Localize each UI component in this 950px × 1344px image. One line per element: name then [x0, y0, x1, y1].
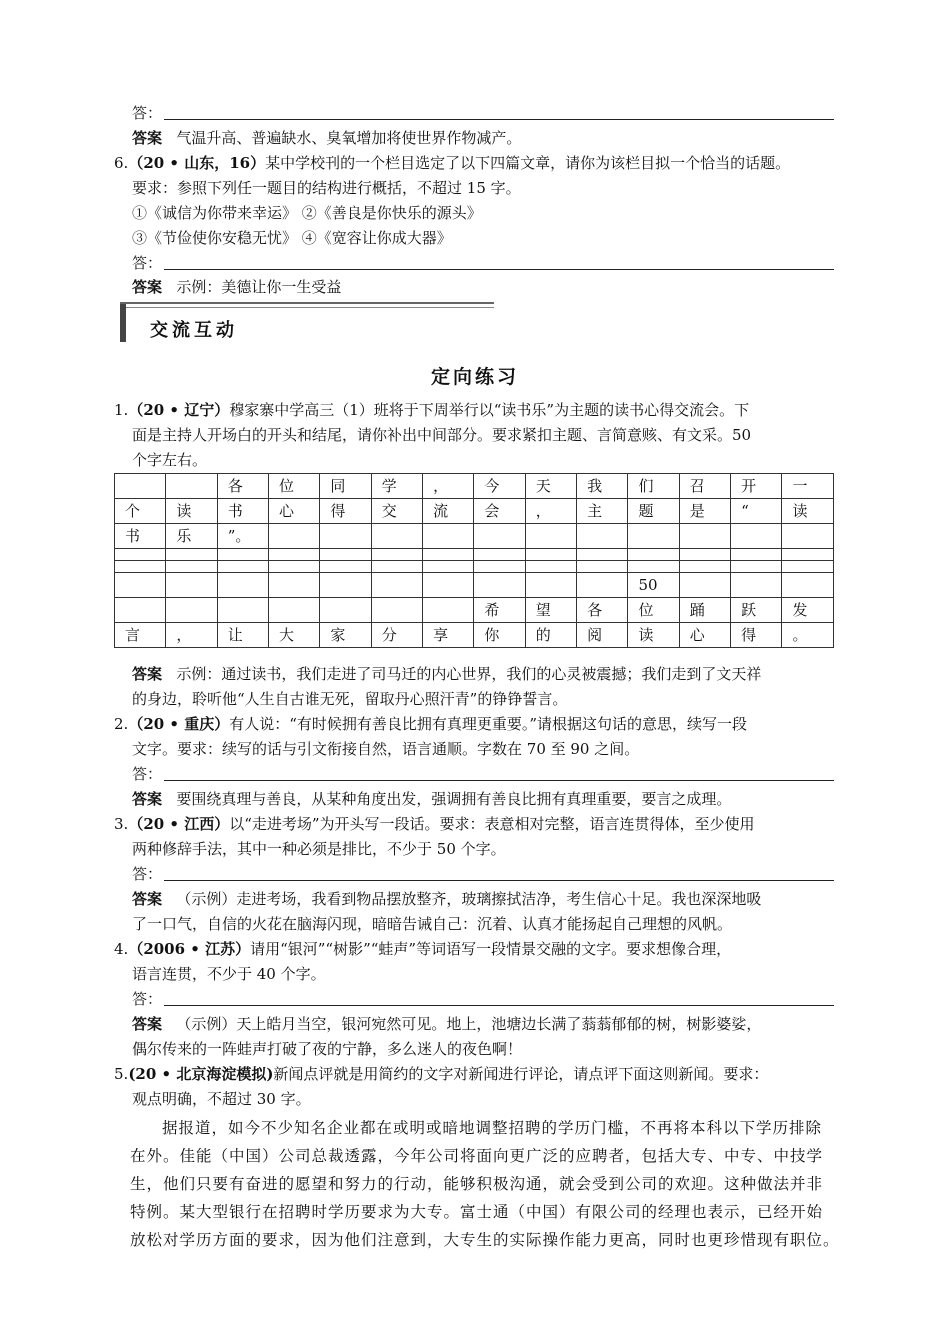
news-passage	[130, 1114, 850, 1254]
problem-text: 有人说：“有时候拥有善良比拥有真理更重要。”请根据这句话的意思，续写一段	[229, 715, 748, 733]
grid-cell: 会	[474, 499, 525, 524]
problem-source: （20 • 重庆）	[128, 715, 230, 733]
grid-cell	[269, 524, 320, 549]
grid-row	[115, 499, 834, 524]
grid-cell	[217, 598, 268, 623]
news-line: 在外。佳能（中国）公司总裁透露，今年公司将面向更广泛的应聘者，包括大专、中专、中技学	[130, 1147, 824, 1165]
problem-number: 4.	[114, 940, 129, 958]
grid-cell: 家	[320, 623, 371, 648]
grid-cell	[474, 561, 525, 573]
grid-cell: 踊	[679, 598, 730, 623]
grid-cell: 天	[525, 474, 576, 499]
problem-number: 1.	[114, 401, 129, 419]
problem-3	[114, 814, 755, 834]
problem-4-line2: 语言连贯，不少于 40 个字。	[132, 965, 326, 983]
problem-source: （2006 • 江苏）	[128, 940, 251, 958]
answer-text: 气温升高、普遍缺水、臭氧增加将使世界作物减产。	[176, 129, 522, 147]
grid-cell	[577, 549, 628, 561]
grid-cell	[679, 524, 730, 549]
grid-cell	[115, 561, 166, 573]
section-title: 交流互动	[150, 320, 238, 341]
grid-cell	[217, 561, 268, 573]
news-line: 放松对学历方面的要求，因为他们注意到，大专生的实际操作能力更高，同时也更珍惜现有职位。	[130, 1231, 840, 1249]
grid-cell	[679, 573, 730, 598]
grid-cell: 同	[320, 474, 371, 499]
problem-2-line2: 文字。要求：续写的话与引文衔接自然，语言通顺。字数在 70 至 90 之间。	[132, 740, 640, 758]
problem-1-line3: 个字左右。	[132, 451, 208, 469]
question-6	[114, 153, 790, 173]
problem-4	[114, 939, 731, 959]
answer-line	[164, 1004, 834, 1006]
problem-2	[114, 714, 747, 734]
grid-cell	[371, 561, 422, 573]
answer-tag: 答案	[132, 890, 163, 908]
grid-cell: 我	[577, 474, 628, 499]
grid-cell	[115, 598, 166, 623]
grid-cell: 得	[320, 499, 371, 524]
problem-5	[114, 1064, 768, 1084]
grid-cell: 望	[525, 598, 576, 623]
grid-cell: 希	[474, 598, 525, 623]
grid-cell	[269, 573, 320, 598]
grid-cell: 各	[577, 598, 628, 623]
grid-cell: 个	[115, 499, 166, 524]
problem-text: 新闻点评就是用简约的文字对新闻进行评论，请点评下面这则新闻。要求：	[273, 1065, 769, 1083]
grid-cell	[577, 573, 628, 598]
grid-row	[115, 598, 834, 623]
grid-cell	[217, 549, 268, 561]
grid-cell: ，	[525, 499, 576, 524]
grid-cell	[423, 524, 474, 549]
grid-cell: 们	[628, 474, 679, 499]
grid-cell	[474, 549, 525, 561]
grid-row	[115, 573, 834, 598]
answer-text: （示例）走进考场，我看到物品摆放整齐，玻璃擦拭洁净，考生信心十足。我也深深地吸	[176, 890, 762, 908]
grid-cell	[782, 561, 834, 573]
grid-row	[115, 623, 834, 648]
grid-cell	[166, 598, 217, 623]
problem-text: 请用“银河”“树影”“蛙声”等词语写一段情景交融的文字。要求想像合理，	[250, 940, 732, 958]
grid-cell: 读	[166, 499, 217, 524]
answer-line	[164, 779, 834, 781]
problem-number: 2.	[114, 715, 129, 733]
grid-cell	[731, 561, 782, 573]
problem-number: 3.	[114, 815, 129, 833]
grid-cell	[269, 549, 320, 561]
answer-tag: 答案	[132, 665, 163, 683]
grid-cell	[731, 573, 782, 598]
grid-row	[115, 561, 834, 573]
grid-cell	[423, 549, 474, 561]
news-line: 特例。某大型银行在招聘时学历要求为大专。富士通（中国）有限公司的经理也表示，已经开始	[130, 1203, 824, 1221]
question-6-requirement: 要求：参照下列任一题目的结构进行概括，不超过 15 字。	[132, 179, 521, 197]
grid-row	[115, 474, 834, 499]
answer-text: 示例：美德让你一生受益	[176, 278, 342, 296]
news-line: 生，他们只要有奋进的愿望和努力的行动，能够积极沟通，就会受到公司的欢迎。这种做法并非	[130, 1175, 824, 1193]
grid-cell: 享	[423, 623, 474, 648]
grid-cell: 位	[628, 598, 679, 623]
grid-cell: 。	[782, 623, 834, 648]
grid-cell	[525, 561, 576, 573]
grid-cell: 言	[115, 623, 166, 648]
answer-label: 答：	[132, 990, 163, 1008]
answer-tag: 答案	[132, 790, 163, 808]
grid-cell: 主	[577, 499, 628, 524]
grid-cell: 召	[679, 474, 730, 499]
grid-cell	[371, 524, 422, 549]
grid-cell	[731, 524, 782, 549]
grid-cell	[217, 573, 268, 598]
grid-cell: 发	[782, 598, 834, 623]
grid-cell	[320, 573, 371, 598]
grid-cell	[371, 573, 422, 598]
answer-text-cont: 了一口气，自信的火花在脑海闪现，暗暗告诫自己：沉着、认真才能扬起自己理想的风帆。	[132, 915, 733, 933]
grid-cell	[628, 561, 679, 573]
grid-cell	[628, 524, 679, 549]
problem-number: 5.	[114, 1065, 129, 1083]
section-bar	[120, 304, 126, 342]
grid-cell: 大	[269, 623, 320, 648]
problem-1-line2: 面是主持人开场白的开头和结尾，请你补出中间部分。要求紧扣主题、言简意赅、有文采。50	[132, 426, 752, 444]
problem-5-line2: 观点明确，不超过 30 字。	[132, 1090, 311, 1108]
grid-cell: 书	[217, 499, 268, 524]
answer-label: 答：	[132, 104, 163, 122]
answer-text: （示例）天上皓月当空，银河宛然可见。地上，池塘边长满了蓊蓊郁郁的树，树影婆娑，	[176, 1015, 762, 1033]
grid-cell	[525, 549, 576, 561]
grid-cell: 的	[525, 623, 576, 648]
grid-cell	[371, 549, 422, 561]
question-text: 某中学校刊的一个栏目选定了以下四篇文章，请你为该栏目拟一个恰当的话题。	[265, 154, 791, 172]
grid-cell: 今	[474, 474, 525, 499]
grid-cell	[628, 549, 679, 561]
answer-label: 答：	[132, 765, 163, 783]
answer-text: 示例：通过读书，我们走进了司马迁的内心世界，我们的心灵被震撼；我们走到了文天祥	[176, 665, 762, 683]
problem-3-line2: 两种修辞手法，其中一种必须是排比，不少于 50 个字。	[132, 840, 506, 858]
answer-row	[132, 889, 761, 909]
grid-cell: 乐	[166, 524, 217, 549]
answer-row	[132, 1014, 761, 1034]
answer-row	[132, 789, 731, 809]
grid-cell: 跃	[731, 598, 782, 623]
problem-1	[114, 400, 749, 420]
news-line: 据报道，如今不少知名企业都在或明或暗地调整招聘的学历门槛，不再将本科以下学历排除	[162, 1119, 823, 1137]
grid-cell	[320, 549, 371, 561]
grid-cell	[782, 573, 834, 598]
answer-text-cont: 的身边，聆听他“人生自古谁无死，留取丹心照汗青”的铮铮誓言。	[132, 690, 568, 708]
grid-cell	[115, 573, 166, 598]
grid-cell: 开	[731, 474, 782, 499]
grid-cell: ，	[166, 623, 217, 648]
grid-cell: “	[731, 499, 782, 524]
grid-cell	[320, 524, 371, 549]
section-rule	[120, 307, 494, 308]
question-source: （20 • 山东，16）	[128, 154, 266, 172]
grid-cell: 心	[269, 499, 320, 524]
answer-line	[164, 268, 834, 270]
grid-cell	[115, 474, 166, 499]
grid-cell	[269, 561, 320, 573]
grid-cell: 读	[782, 499, 834, 524]
grid-cell	[731, 549, 782, 561]
grid-cell: 各	[217, 474, 268, 499]
answer-tag: 答案	[132, 1015, 163, 1033]
grid-cell	[166, 561, 217, 573]
grid-cell: 读	[628, 623, 679, 648]
answer-tag: 答案	[132, 129, 163, 147]
answer-line	[164, 118, 834, 120]
grid-cell: 位	[269, 474, 320, 499]
grid-cell: 50	[628, 573, 679, 598]
grid-cell	[782, 524, 834, 549]
grid-cell	[320, 598, 371, 623]
grid-row	[115, 549, 834, 561]
answer-label: 答：	[132, 865, 163, 883]
grid-cell	[423, 561, 474, 573]
answer-text: 要围绕真理与善良，从某种角度出发，强调拥有善良比拥有真理重要，要言之成理。	[176, 790, 732, 808]
grid-cell: 是	[679, 499, 730, 524]
grid-cell: ”。	[217, 524, 268, 549]
grid-cell	[166, 573, 217, 598]
grid-cell: ，	[423, 474, 474, 499]
grid-cell: 让	[217, 623, 268, 648]
grid-cell	[115, 549, 166, 561]
grid-cell: 得	[731, 623, 782, 648]
grid-cell	[423, 598, 474, 623]
grid-row	[115, 524, 834, 549]
grid-cell	[782, 549, 834, 561]
problem-source: (20 • 北京海淀模拟)	[128, 1065, 274, 1083]
grid-cell: 分	[371, 623, 422, 648]
grid-cell: 流	[423, 499, 474, 524]
grid-cell	[269, 598, 320, 623]
answer-label: 答：	[132, 254, 163, 272]
subsection-title: 定向练习	[430, 366, 519, 388]
problem-text: 穆家寨中学高三（1）班将于下周举行以“读书乐”为主题的读书心得交流会。下	[229, 401, 750, 419]
grid-cell: 你	[474, 623, 525, 648]
grid-cell: 题	[628, 499, 679, 524]
answer-line	[164, 879, 834, 881]
answer-text-cont: 偶尔传来的一阵蛙声打破了夜的宁静，多么迷人的夜色啊！	[132, 1040, 523, 1058]
grid-cell	[474, 573, 525, 598]
grid-cell: 一	[782, 474, 834, 499]
grid-cell: 心	[679, 623, 730, 648]
grid-cell	[320, 561, 371, 573]
grid-cell	[577, 524, 628, 549]
problem-source: （20 • 江西）	[128, 815, 230, 833]
writing-grid	[114, 473, 834, 648]
grid-cell: 学	[371, 474, 422, 499]
grid-cell	[679, 549, 730, 561]
grid-cell	[679, 561, 730, 573]
grid-cell	[166, 474, 217, 499]
grid-cell	[474, 524, 525, 549]
problem-source: （20 • 辽宁）	[128, 401, 230, 419]
grid-cell	[371, 598, 422, 623]
answer-row	[132, 664, 761, 684]
question-6-titles-2: ③《节俭使你安稳无忧》 ④《宽容让你成大器》	[132, 229, 452, 247]
problem-text: 以“走进考场”为开头写一段话。要求：表意相对完整，语言连贯得体，至少使用	[229, 815, 755, 833]
answer-row	[132, 128, 521, 148]
answer-row	[132, 277, 341, 297]
grid-cell: 交	[371, 499, 422, 524]
question-6-titles-1: ①《诚信为你带来幸运》 ②《善良是你快乐的源头》	[132, 204, 482, 222]
section-rule	[120, 302, 494, 304]
grid-cell: 阅	[577, 623, 628, 648]
grid-cell	[166, 549, 217, 561]
answer-tag: 答案	[132, 278, 163, 296]
grid-cell	[525, 573, 576, 598]
grid-cell	[423, 573, 474, 598]
grid-cell: 书	[115, 524, 166, 549]
grid-cell	[525, 524, 576, 549]
grid-cell	[577, 561, 628, 573]
question-number: 6.	[114, 154, 129, 172]
